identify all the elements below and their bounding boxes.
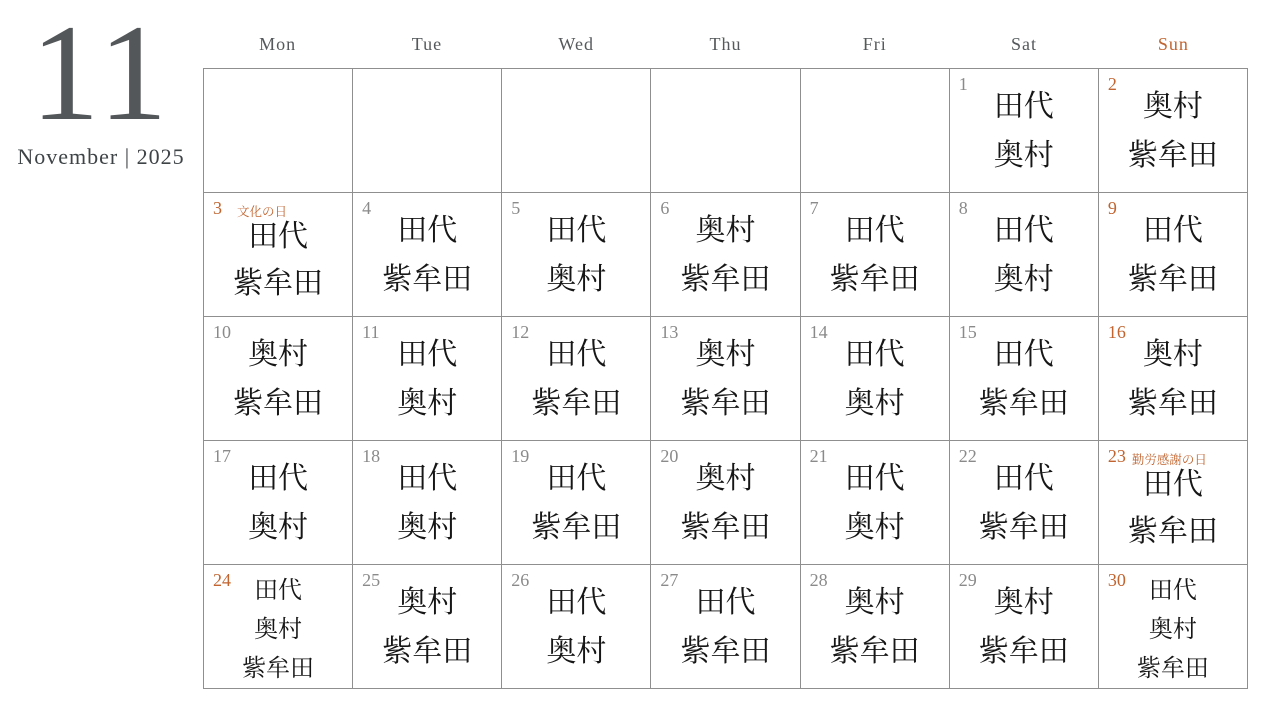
shift-name: 紫牟田: [1127, 386, 1218, 420]
day-cell-24: [204, 565, 353, 689]
shift-name: 田代: [546, 585, 607, 619]
shift-name: 田代: [248, 461, 309, 495]
day-cell-30: [1099, 565, 1248, 689]
shift-names: [502, 193, 650, 316]
day-cell-8: [950, 193, 1099, 317]
month-subtitle: November | 2025: [17, 144, 185, 169]
shift-name: 田代: [546, 337, 607, 371]
day-number: 7: [809, 198, 819, 218]
shift-name: 奥村: [993, 585, 1054, 619]
shift-name: 紫牟田: [978, 634, 1069, 668]
shift-name: 紫牟田: [233, 386, 324, 420]
day-cell-10: [204, 317, 353, 441]
shift-name: 奥村: [844, 510, 905, 544]
weekday-header-tue: Tue: [411, 34, 443, 54]
shift-name: 奥村: [248, 337, 309, 371]
shift-name: 田代: [397, 337, 458, 371]
shift-name: 奥村: [695, 213, 756, 247]
shift-name: 奥村: [695, 337, 756, 371]
shift-name: 紫牟田: [978, 510, 1069, 544]
day-number: 11: [362, 322, 380, 342]
day-cell-empty: [204, 69, 353, 193]
day-number: 2: [1107, 74, 1117, 94]
day-number: 9: [1107, 198, 1117, 218]
shift-name: 田代: [695, 585, 756, 619]
shift-name: 紫牟田: [382, 262, 473, 296]
shift-name: 紫牟田: [382, 634, 473, 668]
day-cell-9: [1099, 193, 1248, 317]
shift-names: [801, 193, 949, 316]
day-number: 18: [362, 446, 381, 466]
day-number: 20: [660, 446, 679, 466]
shift-names: [651, 193, 799, 316]
weekday-header-sat: Sat: [1011, 34, 1038, 54]
day-cell-6: [651, 193, 800, 317]
shift-name: 紫牟田: [978, 386, 1069, 420]
shift-name: 田代: [844, 337, 905, 371]
day-cell-12: [502, 317, 651, 441]
day-number: 26: [511, 570, 530, 590]
shift-name: 紫牟田: [531, 386, 622, 420]
shift-name: 奥村: [397, 510, 458, 544]
day-cell-empty: [502, 69, 651, 193]
weekday-header-mon: Mon: [259, 34, 297, 54]
day-number: 24: [213, 570, 231, 590]
shift-name: 田代: [397, 213, 458, 247]
shift-name: 奥村: [993, 138, 1054, 172]
holiday-label: 勤労感謝の日: [1131, 453, 1207, 467]
day-cell-26: [502, 565, 651, 689]
day-cell-23: [1099, 441, 1248, 565]
day-number: 6: [660, 198, 670, 218]
shift-name: 奥村: [993, 262, 1054, 296]
shift-name: 紫牟田: [1127, 138, 1218, 172]
day-number: 27: [660, 570, 679, 590]
shift-name: 田代: [993, 213, 1054, 247]
shift-name: 奥村: [844, 585, 905, 619]
shift-name: 紫牟田: [680, 510, 771, 544]
shift-name: 田代: [844, 213, 905, 247]
day-cell-16: [1099, 317, 1248, 441]
shift-name: 奥村: [397, 386, 458, 420]
shift-name: 田代: [546, 461, 607, 495]
weekday-header-fri: Fri: [862, 34, 887, 54]
day-number: 29: [958, 570, 977, 590]
day-cell-3: [204, 193, 353, 317]
shift-name: 奥村: [248, 510, 309, 544]
day-number: 23: [1107, 446, 1126, 466]
shift-name: 紫牟田: [680, 386, 771, 420]
day-cell-19: [502, 441, 651, 565]
shift-name: 田代: [397, 461, 458, 495]
day-cell-5: [502, 193, 651, 317]
day-cell-14: [801, 317, 950, 441]
day-cell-11: [353, 317, 502, 441]
day-number: 28: [809, 570, 828, 590]
weekday-header-wed: Wed: [558, 34, 594, 54]
day-cell-20: [651, 441, 800, 565]
day-cell-1: [950, 69, 1099, 193]
day-number: 13: [660, 322, 679, 342]
day-number: 25: [362, 570, 381, 590]
shift-name: 紫牟田: [1136, 655, 1209, 682]
weekday-header-sun: Sun: [1157, 34, 1189, 54]
day-cell-28: [801, 565, 950, 689]
day-cell-empty: [651, 69, 800, 193]
shift-name: 紫牟田: [680, 262, 771, 296]
shift-names: [1099, 193, 1247, 316]
day-cell-empty: [353, 69, 502, 193]
shift-name: 奥村: [1142, 337, 1203, 371]
shift-name: 紫牟田: [531, 510, 622, 544]
day-number: 22: [958, 446, 977, 466]
day-cell-29: [950, 565, 1099, 689]
shift-name: 田代: [993, 461, 1054, 495]
shift-names: [950, 193, 1098, 316]
day-number: 21: [809, 446, 828, 466]
shift-name: 田代: [1148, 577, 1197, 604]
holiday-label: 文化の日: [237, 205, 288, 219]
shift-name: 奥村: [695, 461, 756, 495]
day-cell-25: [353, 565, 502, 689]
shift-name: 奥村: [844, 386, 905, 420]
shift-name: 田代: [844, 461, 905, 495]
day-number: 8: [958, 198, 968, 218]
shift-name: 田代: [248, 219, 309, 253]
shift-name: 紫牟田: [829, 262, 920, 296]
day-cell-7: [801, 193, 950, 317]
shift-name: 田代: [546, 213, 607, 247]
calendar-grid: [203, 68, 1248, 689]
day-cell-13: [651, 317, 800, 441]
day-cell-27: [651, 565, 800, 689]
day-number: 5: [511, 198, 521, 218]
day-number: 15: [958, 322, 977, 342]
day-cell-22: [950, 441, 1099, 565]
shift-name: 奥村: [546, 262, 607, 296]
shift-name: 紫牟田: [242, 655, 315, 682]
day-number: 19: [511, 446, 530, 466]
shift-names: [950, 69, 1098, 192]
shift-name: 紫牟田: [233, 266, 324, 300]
shift-name: 奥村: [546, 634, 607, 668]
shift-names: [353, 193, 501, 316]
shift-name: 紫牟田: [829, 634, 920, 668]
day-number: 10: [213, 322, 231, 342]
shift-name: 田代: [993, 337, 1054, 371]
day-cell-4: [353, 193, 502, 317]
day-number: 30: [1107, 570, 1126, 590]
shift-name: 田代: [1142, 213, 1203, 247]
day-cell-21: [801, 441, 950, 565]
weekday-header-row: [203, 0, 1248, 68]
shift-names: [1099, 69, 1247, 192]
day-number: 12: [511, 322, 530, 342]
shift-name: 田代: [993, 89, 1054, 123]
shift-name: 奥村: [1148, 616, 1197, 643]
day-number: 4: [362, 198, 372, 218]
month-title-block: [6, 0, 196, 170]
day-number: 17: [213, 446, 231, 466]
weekday-header-thu: Thu: [709, 34, 742, 54]
shift-name: 紫牟田: [680, 634, 771, 668]
calendar: [203, 0, 1248, 689]
day-cell-2: [1099, 69, 1248, 193]
shift-name: 紫牟田: [1127, 262, 1218, 296]
day-cell-empty: [801, 69, 950, 193]
day-number: 16: [1107, 322, 1126, 342]
shift-name: 奥村: [254, 616, 303, 643]
shift-name: 紫牟田: [1127, 514, 1218, 548]
day-cell-18: [353, 441, 502, 565]
day-number: 14: [809, 322, 828, 342]
day-number: 3: [213, 198, 222, 218]
shift-name: 田代: [254, 577, 303, 604]
day-cell-17: [204, 441, 353, 565]
day-number: 1: [958, 74, 968, 94]
shift-name: 奥村: [397, 585, 458, 619]
shift-name: 奥村: [1142, 89, 1203, 123]
month-number: 11: [30, 0, 172, 149]
shift-name: 田代: [1142, 467, 1203, 501]
day-cell-15: [950, 317, 1099, 441]
